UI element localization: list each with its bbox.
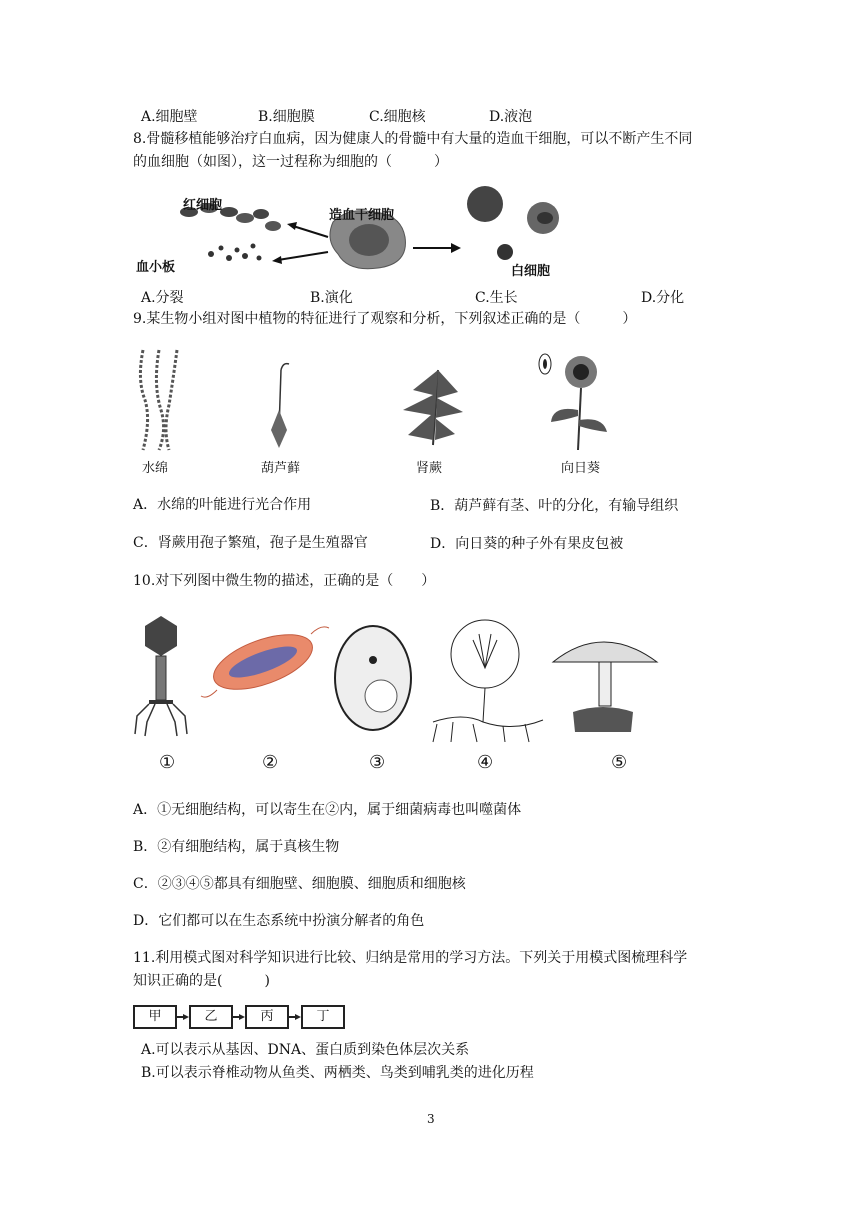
q9-option-d: D．向日葵的种子外有果皮包被 <box>430 536 624 552</box>
microbe-number-2: ② <box>262 752 279 773</box>
q7-option-d: D.液泡 <box>489 109 533 125</box>
plant-label-moss: 葫芦藓 <box>261 461 301 476</box>
q10-option-d: D．它们都可以在生态系统中扮演分解者的角色 <box>133 913 425 929</box>
microbe-number-1: ① <box>159 752 176 773</box>
q11-option-a: A.可以表示从基因、DNA、蛋白质到染色体层次关系 <box>141 1042 470 1058</box>
flow-box-jia: 甲 <box>133 1005 177 1029</box>
q11-flow-diagram <box>133 1005 343 1033</box>
flow-box-yi: 乙 <box>189 1005 233 1029</box>
q10-option-c: C．②③④⑤都具有细胞壁、细胞膜、细胞质和细胞核 <box>133 876 466 892</box>
q7-option-b: B.细胞膜 <box>258 109 315 125</box>
q9-figure <box>133 350 633 480</box>
platelet-label: 血小板 <box>136 260 176 275</box>
q8-option-d: D.分化 <box>641 290 685 306</box>
q7-option-a: A.细胞壁 <box>141 109 198 125</box>
q10-option-a: A．①无细胞结构，可以寄生在②内，属于细菌病毒也叫噬菌体 <box>133 802 522 818</box>
microbe-number-3: ③ <box>369 752 386 773</box>
q11-option-b: B.可以表示脊椎动物从鱼类、两栖类、鸟类到哺乳类的进化历程 <box>141 1065 534 1081</box>
white-cell-label: 白细胞 <box>511 264 551 279</box>
flow-box-bing: 丙 <box>245 1005 289 1029</box>
q8-stem-line2: 的血细胞（如图），这一过程称为细胞的（ ） <box>133 154 448 170</box>
q9-option-b: B．葫芦藓有茎、叶的分化，有输导组织 <box>430 498 679 514</box>
q10-figure <box>133 612 693 752</box>
q9-option-c: C．肾蕨用孢子繁殖，孢子是生殖器官 <box>133 535 368 551</box>
plant-label-sunflower: 向日葵 <box>561 461 601 476</box>
q10-option-b: B．②有细胞结构，属于真核生物 <box>133 839 340 855</box>
microbe-number-5: ⑤ <box>611 752 628 773</box>
microbe-number-4: ④ <box>477 752 494 773</box>
q8-option-c: C.生长 <box>475 290 518 306</box>
q9-stem: 9.某生物小组对图中植物的特征进行了观察和分析，下列叙述正确的是（ ） <box>133 311 637 327</box>
plant-label-spirogyra: 水绵 <box>142 461 169 476</box>
plant-label-fern: 肾蕨 <box>416 461 443 476</box>
q8-stem-line1: 8.骨髓移植能够治疗白血病，因为健康人的骨髓中有大量的造血干细胞，可以不断产生不同 <box>133 131 693 147</box>
q11-stem-line1: 11.利用模式图对科学知识进行比较、归纳是常用的学习方法。下列关于用模式图梳理科学 <box>133 950 688 966</box>
red-cell-label: 红细胞 <box>183 198 223 213</box>
flow-arrows <box>133 1005 343 1033</box>
q8-option-b: B.演化 <box>310 290 353 306</box>
page-number: 3 <box>427 1112 435 1126</box>
q9-option-a: A．水绵的叶能进行光合作用 <box>133 497 312 513</box>
q10-stem: 10.对下列图中微生物的描述，正确的是（ ） <box>133 573 436 589</box>
plants-diagram <box>133 350 633 480</box>
stem-cell-label: 造血干细胞 <box>329 208 395 223</box>
microbes-diagram <box>133 612 693 752</box>
flow-box-ding: 丁 <box>301 1005 345 1029</box>
q8-option-a: A.分裂 <box>141 290 184 306</box>
q11-stem-line2: 知识正确的是( ) <box>133 973 270 989</box>
q8-figure <box>133 182 593 282</box>
q7-option-c: C.细胞核 <box>369 109 426 125</box>
